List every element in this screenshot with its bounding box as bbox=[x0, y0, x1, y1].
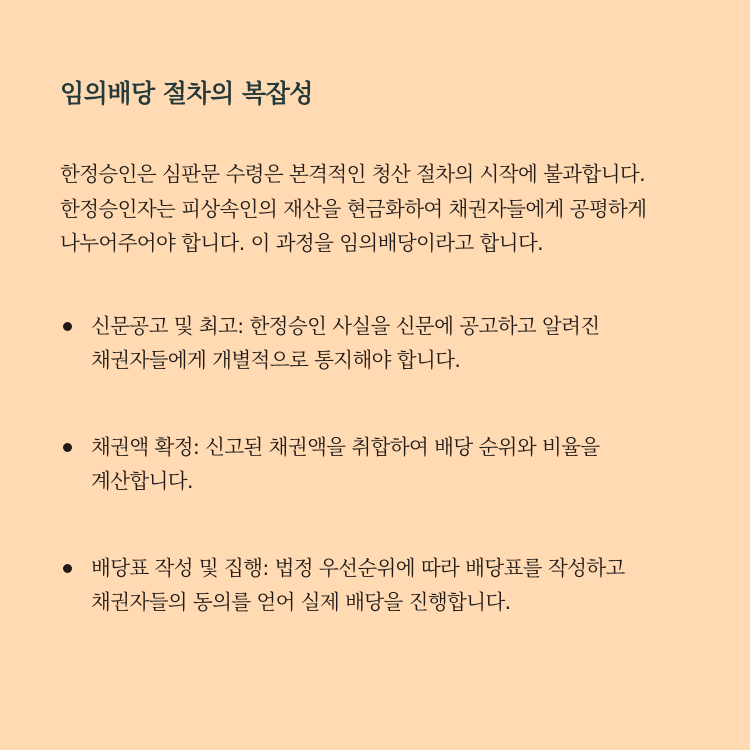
bullet-dot-icon bbox=[63, 443, 72, 452]
list-item-text: 배당표 작성 및 집행: 법정 우선순위에 따라 배당표를 작성하고 채권자들의 동의를 얻어 실제 배당을 진행합니다. bbox=[91, 555, 625, 614]
list-item bbox=[60, 309, 690, 378]
bullet-dot-icon bbox=[63, 322, 72, 331]
intro-paragraph: 한정승인은 심판문 수령은 본격적인 청산 절차의 시작에 불과합니다. 한정승인자는 피상속인의 재산을 현금화하여 채권자들에게 공평하게 나누어주어야 합니다. 이 과정을 임의배당이라고 합니다. bbox=[60, 162, 647, 255]
bullet-dot-icon bbox=[63, 564, 72, 573]
list-item bbox=[60, 430, 690, 499]
bullet-list bbox=[60, 309, 690, 620]
page-title: 임의배당 절차의 복잡성 bbox=[60, 79, 313, 108]
list-item bbox=[60, 551, 690, 620]
list-item-text: 신문공고 및 최고: 한정승인 사실을 신문에 공고하고 알려진 채권자들에게 개별적으로 통지해야 합니다. bbox=[91, 313, 600, 372]
list-item-text: 채권액 확정: 신고된 채권액을 취합하여 배당 순위와 비율을 계산합니다. bbox=[91, 434, 600, 493]
